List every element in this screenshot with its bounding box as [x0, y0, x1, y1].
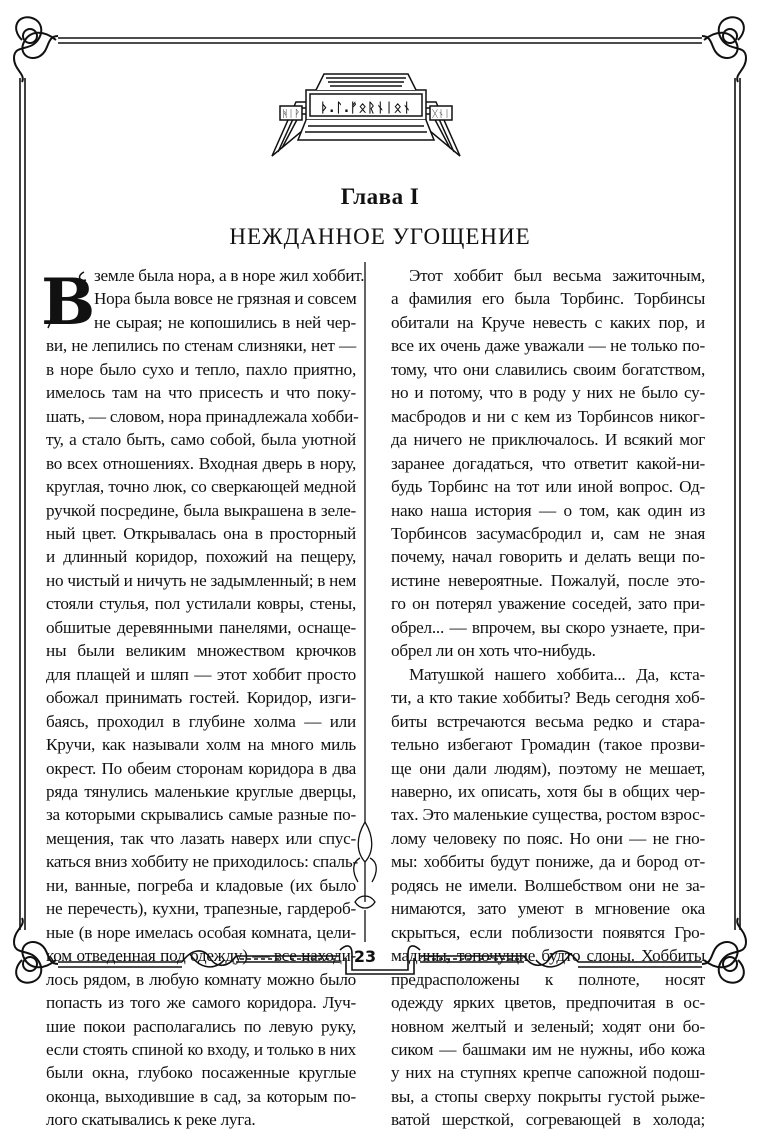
- text-line: предрасположены к полноте, носят: [391, 969, 705, 989]
- text-line: будь Торбинс на тот или иной вопрос. Од-: [391, 477, 705, 497]
- text-line: Торбинсов засумасбродил и, сам не зная: [391, 523, 705, 543]
- text-line: мадины, топочущие будто слоны. Хоббиты: [391, 946, 705, 966]
- drop-cap-letter: В: [41, 265, 95, 340]
- footer-ornament: [180, 940, 580, 976]
- text-line: родясь не имели. Волшебством они не за-: [391, 875, 705, 895]
- text-line: шать, — словом, нора принадлежала хобби-: [46, 406, 359, 426]
- text-line: ные (в норе имелась особая комната, цели-: [46, 922, 356, 942]
- text-line: го он потерял уважение соседей, зато при-: [391, 594, 705, 614]
- text-line: мы: хоббиты будут пониже, да и бород от-: [391, 852, 705, 872]
- text-line: ще они дали людям), поэтому не мешает,: [391, 758, 705, 778]
- text-line: обрел ли он хоть что-нибудь.: [391, 641, 596, 661]
- drop-cap-initial: [41, 265, 95, 340]
- text-line: баясь, проходил в глубине холма — или: [46, 711, 356, 731]
- text-line: окрест. По обеим сторонам коридора в два: [46, 758, 356, 778]
- text-line: заранее догадаться, что ответит какой-ни-: [391, 453, 705, 473]
- text-line: наверно, их описать, хотя бы в общих чер-: [391, 781, 705, 801]
- text-line: круглая, точно люк, со сверкающей медной: [46, 477, 356, 497]
- text-line: каться вниз хоббиту не приходилось: спаль-: [46, 852, 358, 872]
- text-line: тому, что они славились своим богатством,: [391, 359, 705, 379]
- text-line: у них на ступнях крепче сапожной подош-: [391, 1063, 705, 1083]
- text-line: лось рядом, в любую комнату можно было: [46, 969, 356, 989]
- text-line: не перечесть), кухни, трапезные, гардероб-: [46, 899, 356, 919]
- text-line: Этот хоббит был весьма зажиточным,: [409, 266, 705, 285]
- text-line: обитали на Круче невесть с каких пор, и: [391, 312, 705, 332]
- text-line: за которыми скрывались самые разные по-: [46, 805, 356, 825]
- chapter-number: Глава I: [340, 184, 420, 209]
- text-line: сиком — башмаки им не нужны, ибо кожа: [391, 1039, 705, 1059]
- text-line: лого скатывались к реке луга.: [46, 1110, 256, 1130]
- text-line: обрел... — впрочем, вы скоро узнаете, при-: [391, 617, 705, 637]
- text-line: тах. Это маленькие существа, ростом взрос-: [391, 805, 705, 825]
- text-line: одежду ярких цветов, предпочитая в ос-: [391, 993, 705, 1013]
- page-number: 23: [353, 947, 377, 966]
- text-line: но чистый и ничуть не задымленный; в нем: [46, 570, 357, 590]
- corner-knot-top-right: [702, 17, 746, 82]
- text-line: обшитые деревянными панелями, оснаще-: [46, 617, 356, 637]
- text-line: нако наша история — о том, как один из: [391, 500, 705, 520]
- text-line: оконца, выходившие в сад, за которым по-: [46, 1086, 356, 1106]
- text-line: во всех отношениях. Входная дверь в нору,: [46, 453, 356, 473]
- text-line: скрыться, если поблизости появятся Гро-: [391, 922, 705, 942]
- text-line: ком отведенная под одежду) — все находи-: [46, 946, 356, 966]
- text-line: почему, начал говорить и делать вещи по-: [391, 547, 705, 567]
- text-line: ны были великим множеством крючков: [46, 641, 356, 661]
- text-line: новном желтый и зеленый; ходят они бо-: [391, 1016, 705, 1036]
- text-line: истине невероятные. Пожалуй, после это-: [391, 570, 705, 590]
- text-line: Кручи, как называли холм на много миль: [46, 735, 356, 755]
- banner-runes: ᚦ.ᛚ.ᚠᛟᚱᚾᛁᛟᚾ: [320, 101, 412, 116]
- text-line: для плащей и шляп — этот хоббит просто: [46, 664, 356, 684]
- text-line: ви, не лепились по стенам слизняки, нет —: [46, 336, 356, 356]
- corner-knot-top-left: [14, 17, 58, 82]
- text-line: обожал принимать гостей. Коридор, изги-: [46, 688, 356, 708]
- text-line: масбродов и ни с кем из Торбинсов никог-: [391, 406, 705, 426]
- text-line: но и потому, что в роду у них не было су-: [391, 383, 705, 403]
- text-line: шие покои располагались по левую руку,: [46, 1016, 356, 1036]
- text-line: а фамилия его была Торбинс. Торбинсы: [391, 289, 705, 309]
- text-line: не сырая; не копошились в ней чер-: [94, 312, 356, 332]
- text-line: имелось там на что присесть и что поку-: [46, 383, 356, 403]
- text-line: ту, а стало быть, само собой, была уютной: [46, 430, 356, 450]
- text-line: в норе было сухо и тепло, пахло приятно,: [46, 359, 356, 379]
- text-line: все их очень даже уважали — не только по-: [391, 336, 705, 356]
- text-line: ручкой посредине, была выкрашена в зеле-: [46, 500, 356, 520]
- chapter-title: НЕЖДАННОЕ УГОЩЕНИЕ: [229, 224, 531, 249]
- text-line: Матушкой нашего хоббита... Да, кста-: [409, 664, 705, 684]
- chapter-heading: [40, 183, 720, 251]
- svg-text:ᚷᚾᛁ: ᚷᚾᛁ: [432, 109, 450, 120]
- text-line: ни, ванные, погреба и кладовые (их было: [46, 875, 356, 895]
- text-line: Нора была вовсе не грязная и совсем: [94, 289, 357, 309]
- text-line: ти, а кто такие хоббиты? Ведь сегодня хоб-: [391, 688, 705, 708]
- text-line: лому человеку по пояс. Но они — не гно-: [391, 828, 705, 848]
- text-line: ряда тянулись маленькие круглые дверцы,: [46, 781, 356, 801]
- text-line: земле была нора, а в норе жил хоббит.: [94, 266, 365, 285]
- svg-text:ᚻᛁᚹ: ᚻᛁᚹ: [282, 109, 300, 120]
- text-line: ный цвет. Открывалась она в просторный: [46, 523, 356, 543]
- text-line: да ничего не приключалось. И всякий мог: [391, 430, 705, 450]
- corner-knot-bottom-right: [702, 918, 746, 983]
- text-line: стояли стулья, пол устилали ковры, стены,: [46, 594, 356, 614]
- text-line: если стоять спиной ко входу, и только в них: [46, 1039, 356, 1059]
- text-line: нимаются, зато умеют в мгновение ока: [391, 899, 705, 919]
- text-line: тельно избегают Громадин (такое прозви-: [391, 735, 705, 755]
- text-line: вы, а стопы сверху покрыты густой рыже-: [391, 1086, 705, 1106]
- right-text-column: [391, 264, 705, 1132]
- text-line: и длинный коридор, похожий на пещеру,: [46, 547, 356, 567]
- text-line: мещения, так что лазать наверх или спус-: [46, 828, 356, 848]
- text-line: ватой шерсткой, согревающей в холода;: [391, 1110, 705, 1130]
- text-line: были окна, глубоко посаженные круглые: [46, 1063, 356, 1083]
- text-line: попасть из того же самого коридора. Луч-: [46, 993, 356, 1013]
- column-divider-ornament: [350, 262, 380, 952]
- text-line: биты встречаются весьма редко и стара-: [391, 711, 705, 731]
